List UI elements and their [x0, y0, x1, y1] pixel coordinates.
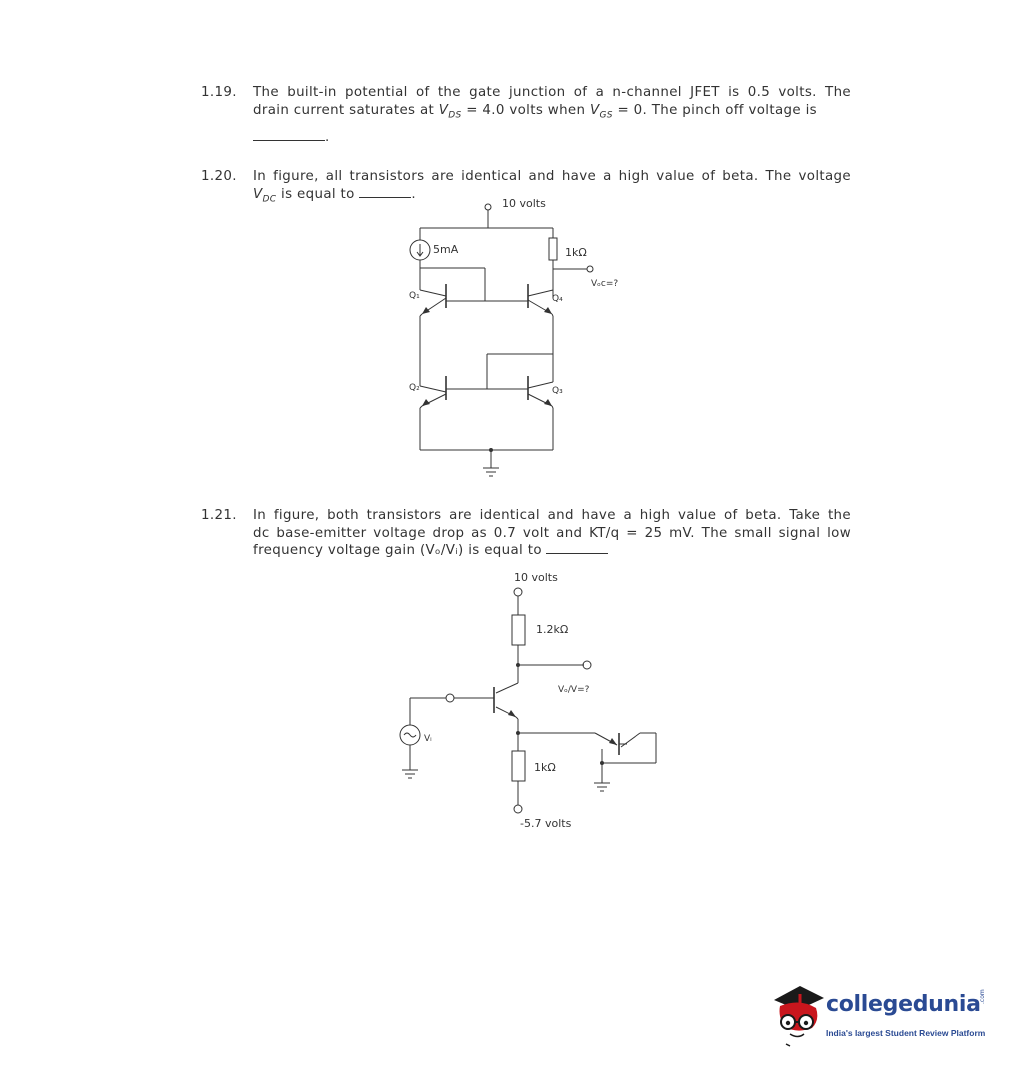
negative-supply-terminal: [514, 805, 522, 813]
input-terminal: [446, 694, 454, 702]
negative-supply-label: -5.7 volts: [520, 817, 572, 830]
question-text-line: dc base-emitter voltage drop as 0.7 volt and KT/q = 25 mV. The small signal low: [253, 525, 851, 541]
question-1-21: [201, 507, 851, 560]
supply-terminal: [485, 204, 491, 210]
collegedunia-logo: [768, 980, 998, 1050]
resistor-1k: [549, 238, 557, 260]
answer-blank: [253, 130, 325, 141]
resistor-1-2k: [512, 615, 525, 645]
question-1-19: [201, 84, 851, 146]
mascot-icon: [768, 980, 826, 1050]
answer-blank-line: .: [253, 129, 851, 147]
resistor-1-2k-label: 1.2kΩ: [536, 623, 569, 636]
current-label: 5mA: [433, 243, 459, 256]
circuit-figure-1: [395, 190, 635, 490]
question-text-line: In figure, all transistors are identical and have a high value of beta. The voltage: [253, 169, 851, 184]
question-number: 1.21.: [201, 508, 237, 523]
question-text-line: frequency voltage gain (Vₒ/Vᵢ) is equal to: [253, 542, 851, 560]
question-text-line: The built-in potential of the gate junction of a n-channel JFET is 0.5 volts. The: [253, 85, 851, 100]
supply-terminal: [514, 588, 522, 596]
resistor-1k: [512, 751, 525, 781]
question-text-line: $V_{DC}$ is equal to .: [253, 186, 416, 205]
resistor-1k-label: 1kΩ: [534, 761, 556, 774]
supply-label: 10 volts: [514, 571, 558, 584]
input-label: Vᵢ: [424, 734, 432, 744]
logo-com: .com: [979, 989, 986, 1004]
circuit-figure-2: [390, 565, 680, 840]
output-terminal: [587, 266, 593, 272]
question-number: 1.20.: [201, 169, 237, 184]
q3-label: Q₃: [552, 386, 563, 396]
q2-label: Q₂: [409, 383, 420, 393]
q1-label: Q₁: [409, 291, 420, 301]
supply-label: 10 volts: [502, 197, 546, 210]
output-label: Vₒ/V=?: [558, 685, 590, 695]
q4-label: Q₄: [552, 294, 563, 304]
logo-wordmark: collegedunia: [826, 992, 981, 1017]
question-text-line: In figure, both transistors are identical and have a high value of beta. Take the: [253, 508, 851, 523]
output-label: Vₒc=?: [591, 279, 619, 289]
question-text-line: drain current saturates at $V_{DS} = 4.0$ volts when $V_{GS} = 0$. The pinch off voltage is: [253, 102, 817, 121]
question-number: 1.19.: [201, 85, 237, 100]
answer-blank: [546, 543, 608, 554]
logo-tagline: India's largest Student Review Platform: [826, 1028, 986, 1038]
output-terminal: [583, 661, 591, 669]
resistor-label: 1kΩ: [565, 246, 587, 259]
